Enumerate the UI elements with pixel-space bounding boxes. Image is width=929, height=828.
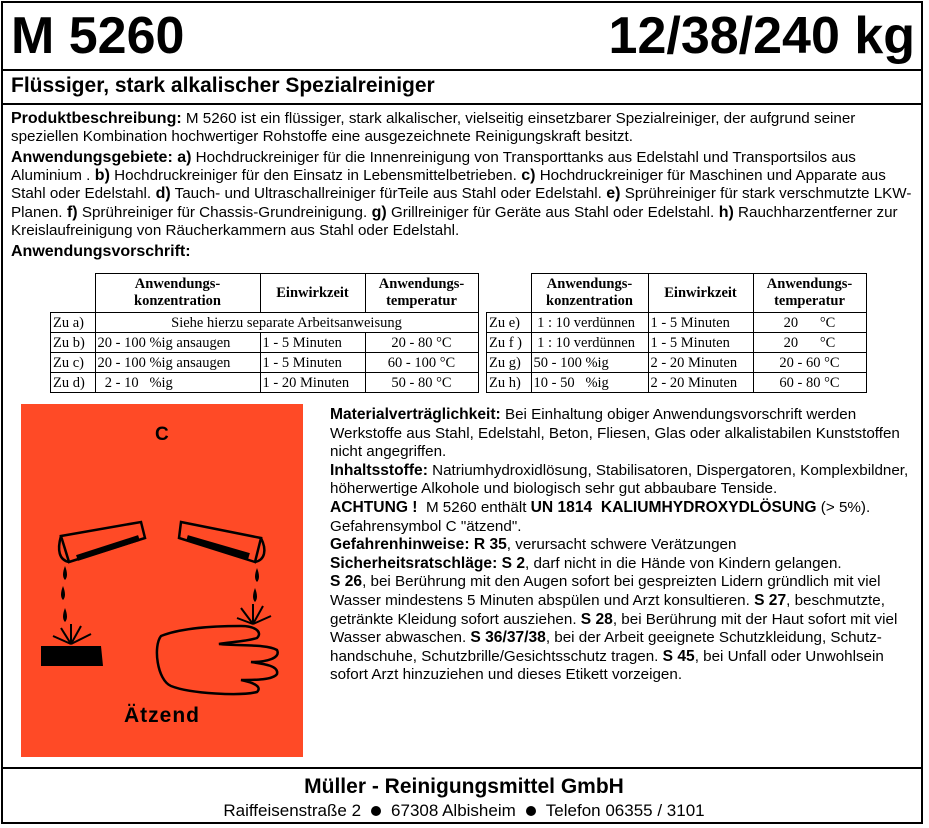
product-code: M 5260 xyxy=(11,7,185,65)
table-row: Zu d) 2 - 10 %ig 1 - 20 Minuten 50 - 80 °C xyxy=(51,373,479,393)
hazard-label: Ätzend xyxy=(124,704,200,727)
instructions-heading: Anwendungsvorschrift: xyxy=(11,243,191,260)
col-einwirkzeit: Einwirkzeit xyxy=(648,274,753,313)
col-temperatur: Anwendungs- temperatur xyxy=(365,274,478,313)
table-header-row xyxy=(487,274,867,313)
col-konzentration: Anwendungs- konzentration xyxy=(531,274,648,313)
description-text: M 5260 ist ein flüssiger, stark alkalischer, vielseitig einsetzbarer Spezialreiniger, der aufgrund seiner speziellen Kombination hochwertiger Rohstoffe eine ausgezeichnete Reinigungskraft besitzt. xyxy=(11,110,856,146)
phone: Telefon 06355 / 3101 xyxy=(545,801,705,820)
product-subtitle: Flüssiger, stark alkalischer Spezialreiniger xyxy=(11,74,435,97)
col-einwirkzeit: Einwirkzeit xyxy=(260,274,365,313)
divider xyxy=(3,103,921,105)
bullet-icon xyxy=(526,806,536,816)
table-row: Zu h) 10 - 50 %ig 2 - 20 Minuten 60 - 80 °C xyxy=(487,373,867,393)
safety-information xyxy=(330,406,915,685)
application-areas: Anwendungsgebiete: a) Hochdruckreiniger für die Innenreinigung von Transporttanks aus Edelstahl und Transportsilos aus Aluminium . b) Hochdruckreiniger für den Einsatz in Lebensmittelbetrieben. c) Hochdruckreiniger für Maschinen und Apparate aus Stahl oder Edelstahl. d) Tauch- und Ultraschallreiniger fürTeile aus Stahl oder Edelstahl. e) Sprühreiniger für stark verschmutzte LKW-Planen. f) Sprühreiniger für Chassis-Grundreinigung. g) Grillreiniger für Geräte aus Stahl oder Edelstahl. h) Rauchharzentferner zur Kreislaufreinigung von Räucherkammern aus Stahl oder Edelstahl. xyxy=(11,149,912,239)
street: Raiffeisenstraße 2 xyxy=(223,801,362,820)
package-sizes: 12/38/240 kg xyxy=(608,7,915,65)
instructions-table-left xyxy=(50,273,479,393)
description-label: Produktbeschreibung: xyxy=(11,110,182,127)
table-row: Zu c) 20 - 100 %ig ansaugen 1 - 5 Minuten 60 - 100 °C xyxy=(51,353,479,373)
table-row: Zu b) 20 - 100 %ig ansaugen 1 - 5 Minuten 20 - 80 °C xyxy=(51,333,479,353)
ingredients: Inhaltsstoffe: Natriumhydroxidlösung, Stabilisatoren, Dispergatoren, Komplexbildner, höherwertige Alkohole und biologisch sehr gut abbaubare Tenside. xyxy=(330,461,909,498)
material-compatibility: Materialverträglichkeit: Bei Einhaltung obiger Anwendungsvorschrift werden Werkstoffe aus Stahl, Edelstahl, Beton, Fliesen, Glas oder alkalistabilen Kunststoffen nicht angegriffen. xyxy=(330,406,900,461)
bullet-icon xyxy=(371,806,381,816)
label-frame xyxy=(1,1,923,824)
corrosive-icon xyxy=(41,516,283,696)
table-row: Zu e) 1 : 10 verdünnen 1 - 5 Minuten 20 °C xyxy=(487,313,867,333)
product-description xyxy=(11,110,917,146)
company-name: Müller - Reinigungsmittel GmbH xyxy=(304,775,624,798)
table-row: Zu f ) 1 : 10 verdünnen 1 - 5 Minuten 20 °C xyxy=(487,333,867,353)
col-temperatur: Anwendungs- temperatur xyxy=(753,274,866,313)
hazard-statements: Gefahrenhinweise: R 35, verursacht schwere Verätzungen xyxy=(330,536,737,554)
safety-advice: Sicherheitsratschläge: S 2, darf nicht in die Hände von Kindern gelangen. S 26, bei Berührung mit den Augen sofort bei gespreizten Lidern gründlich mit viel Wasser mindestens 5 Minuten abspülen und Arzt konsultieren. S 27, beschmutzte, getränkte Kleidung sofort ausziehen. S 28, bei Berührung mit der Haut sofort mit viel Wasser abwaschen. S 36/37/38, bei der Arbeit geeignete Schutzkleidung, Schutz-handschuhe, Schutzbrille/Gesichtsschutz tragen. S 45, bei Unfall oder Unwohlsein sofort Arzt hinzuziehen und dieses Etikett vorzeigen. xyxy=(330,554,898,684)
instructions-table-right xyxy=(486,273,867,393)
company-address xyxy=(3,800,925,822)
city: 67308 Albisheim xyxy=(391,801,516,820)
table-header-row xyxy=(51,274,479,313)
divider xyxy=(3,69,921,71)
col-konzentration: Anwendungs- konzentration xyxy=(95,274,260,313)
hazard-letter: C xyxy=(155,424,169,445)
table-row: Zu a) Siehe hierzu separate Arbeitsanweisung xyxy=(51,313,479,333)
warning: ACHTUNG ! M 5260 enthält UN 1814 KALIUMHYDROXYDLÖSUNG (> 5%). Gefahrensymbol C "ätzend". xyxy=(330,498,871,535)
divider xyxy=(3,767,921,769)
areas-label: Anwendungsgebiete: xyxy=(11,149,173,166)
table-row: Zu g) 50 - 100 %ig 2 - 20 Minuten 20 - 60 °C xyxy=(487,353,867,373)
hazard-symbol xyxy=(21,404,303,757)
